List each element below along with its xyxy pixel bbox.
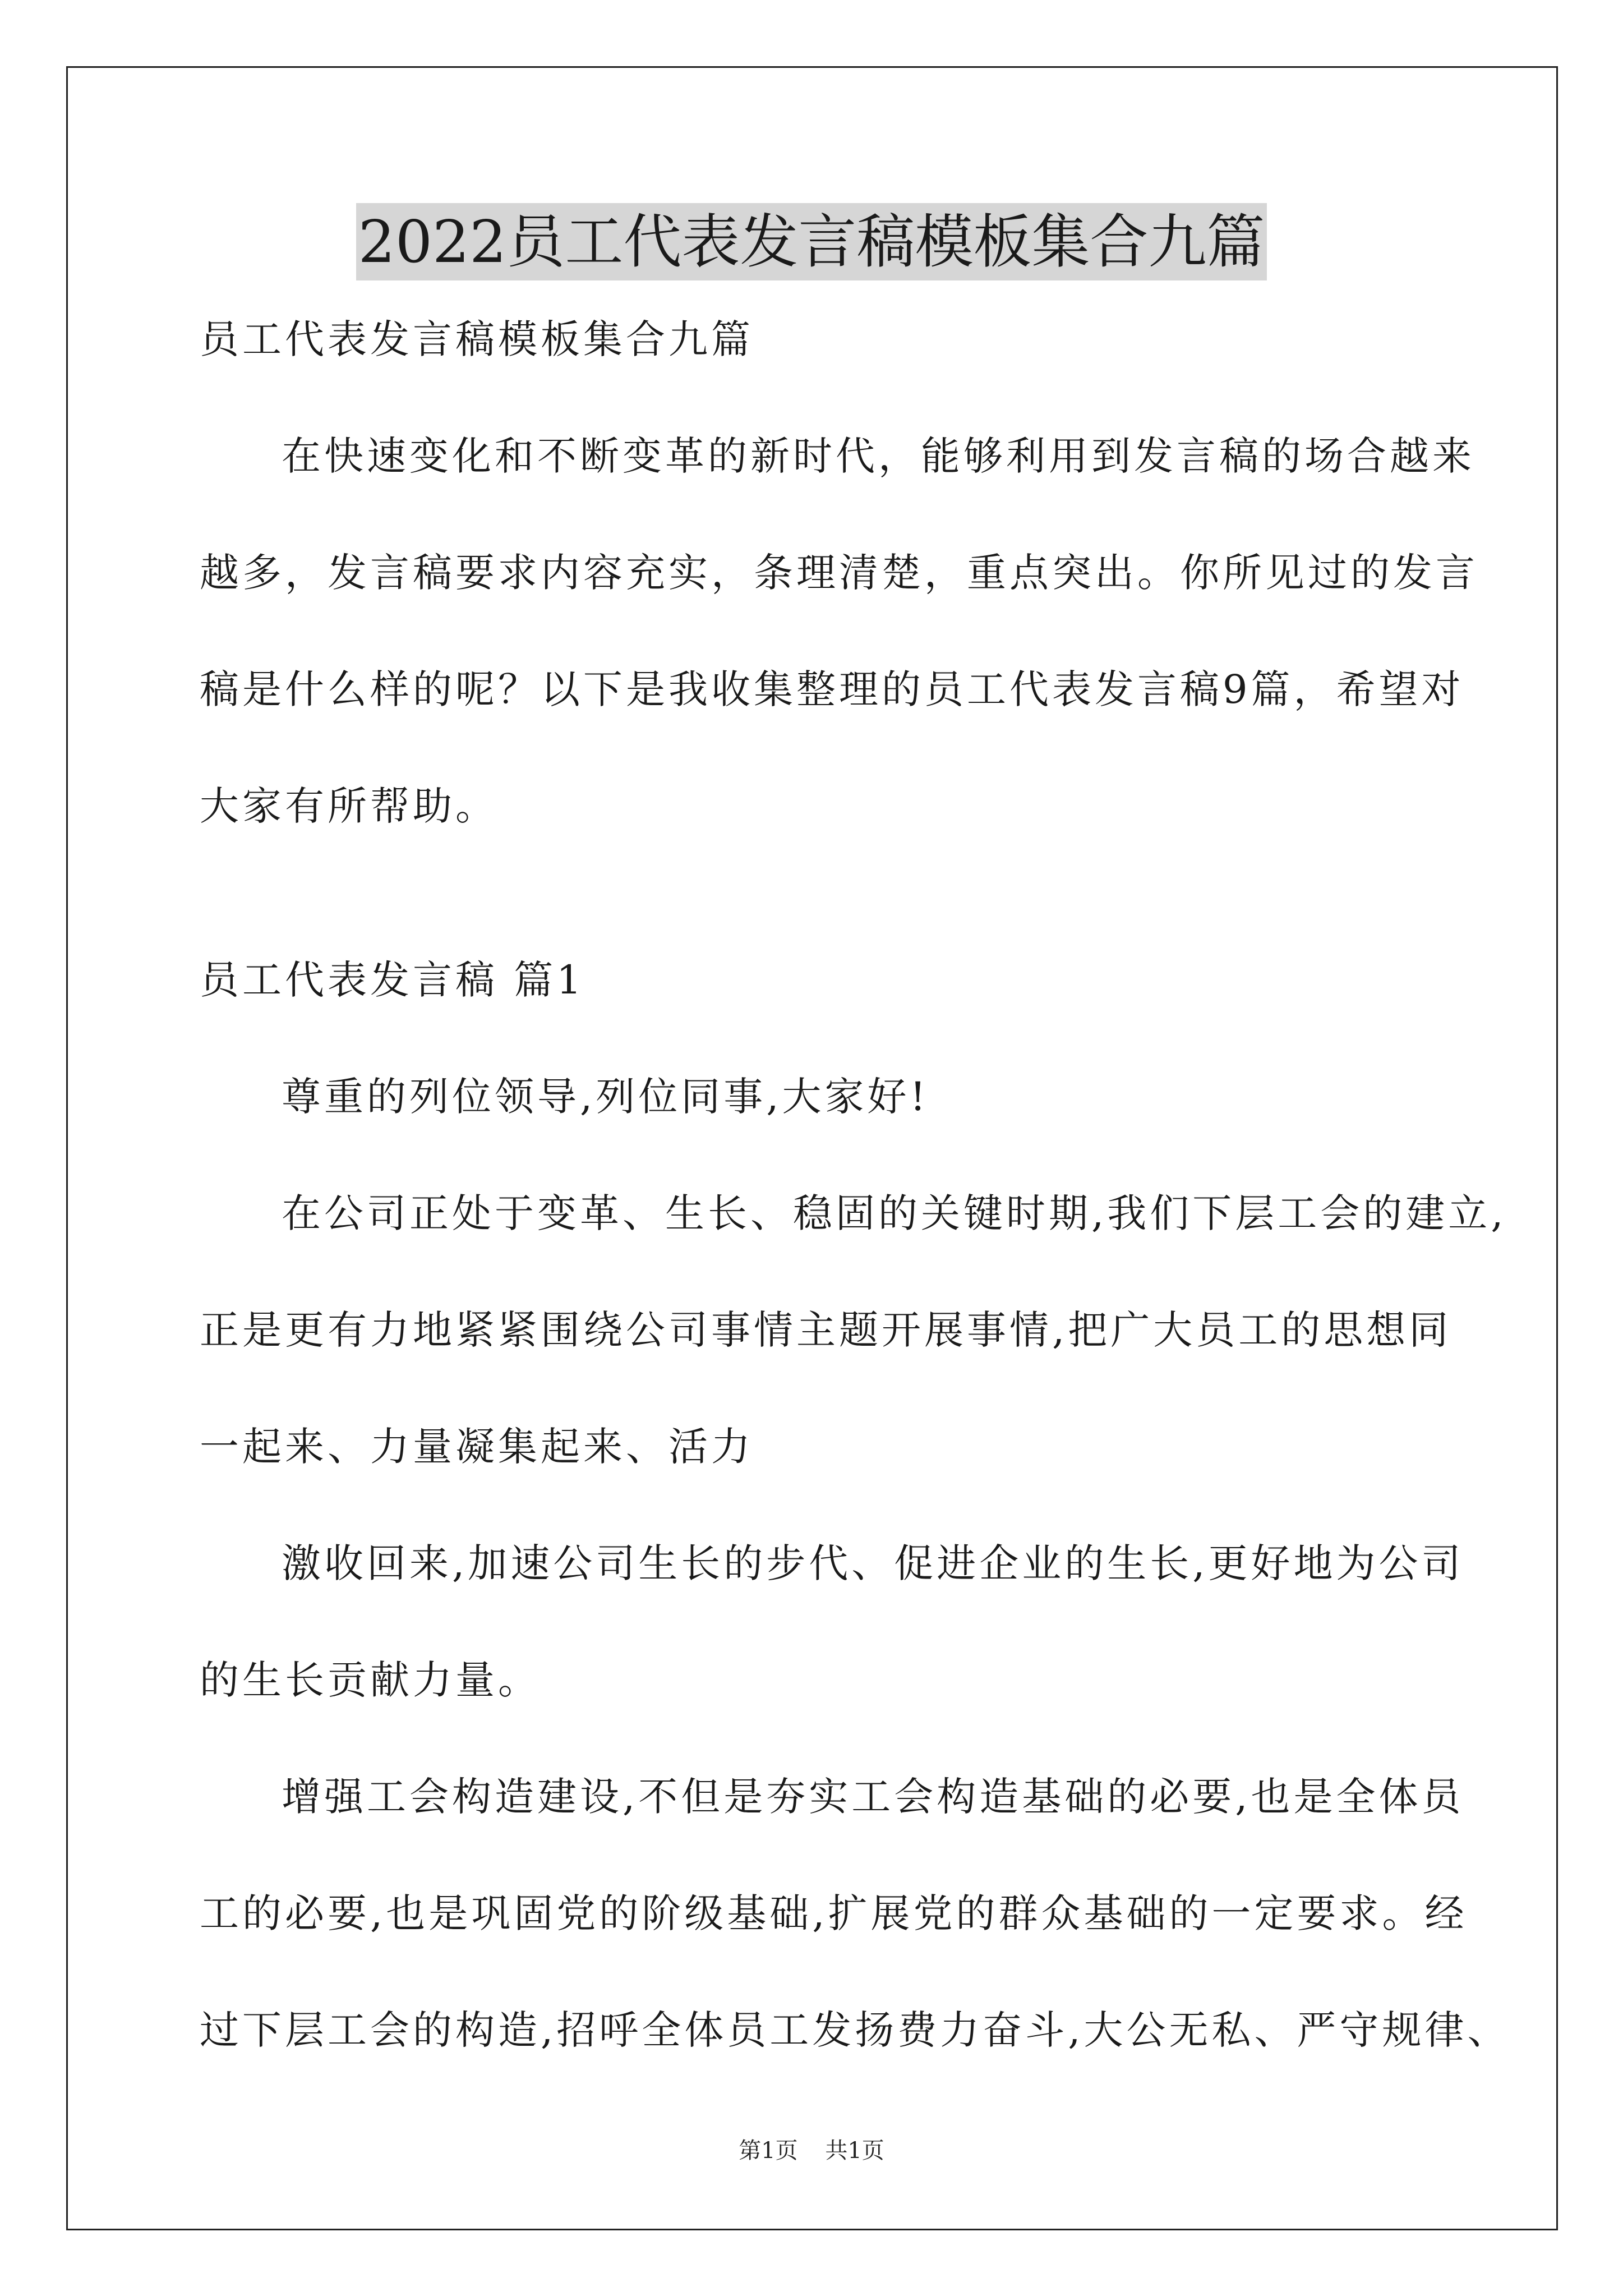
paragraph-line: 大家有所帮助。 — [200, 783, 498, 829]
paragraph-line: 的生长贡献力量。 — [200, 1657, 541, 1703]
subtitle-line: 员工代表发言稿模板集合九篇 — [200, 316, 754, 362]
section-heading: 员工代表发言稿 篇1 — [200, 957, 585, 1003]
paragraph-line: 稿是什么样的呢？以下是我收集整理的员工代表发言稿9篇，希望对 — [200, 666, 1464, 712]
paragraph-line: 尊重的列位领导,列位同事,大家好! — [282, 1074, 929, 1120]
page-count: 共1页 — [825, 2138, 884, 2164]
paragraph-line: 激收回来,加速公司生长的步代、促进企业的生长,更好地为公司 — [282, 1540, 1464, 1586]
paragraph-line: 工的必要,也是巩固党的阶级基础,扩展党的群众基础的一定要求。经 — [200, 1890, 1468, 1936]
paragraph-line: 越多，发言稿要求内容充实，条理清楚，重点突出。你所见过的发言 — [200, 550, 1478, 596]
document-title: 2022员工代表发言稿模板集合九篇 — [356, 203, 1267, 280]
paragraph-line: 在公司正处于变革、生长、稳固的关键时期,我们下层工会的建立, — [282, 1190, 1507, 1236]
paragraph-line: 一起来、力量凝集起来、活力 — [200, 1424, 754, 1470]
title-container — [0, 203, 1623, 280]
page-footer — [0, 2135, 1623, 2166]
page-number: 第1页 — [739, 2138, 798, 2164]
paragraph-line: 在快速变化和不断变革的新时代，能够利用到发言稿的场合越来 — [282, 433, 1475, 479]
paragraph-line: 增强工会构造建设,不但是夯实工会构造基础的必要,也是全体员 — [282, 1774, 1464, 1820]
paragraph-line: 正是更有力地紧紧围绕公司事情主题开展事情,把广大员工的思想同 — [200, 1307, 1452, 1353]
paragraph-line: 过下层工会的构造,招呼全体员工发扬费力奋斗,大公无私、严守规律、 — [200, 2007, 1510, 2053]
